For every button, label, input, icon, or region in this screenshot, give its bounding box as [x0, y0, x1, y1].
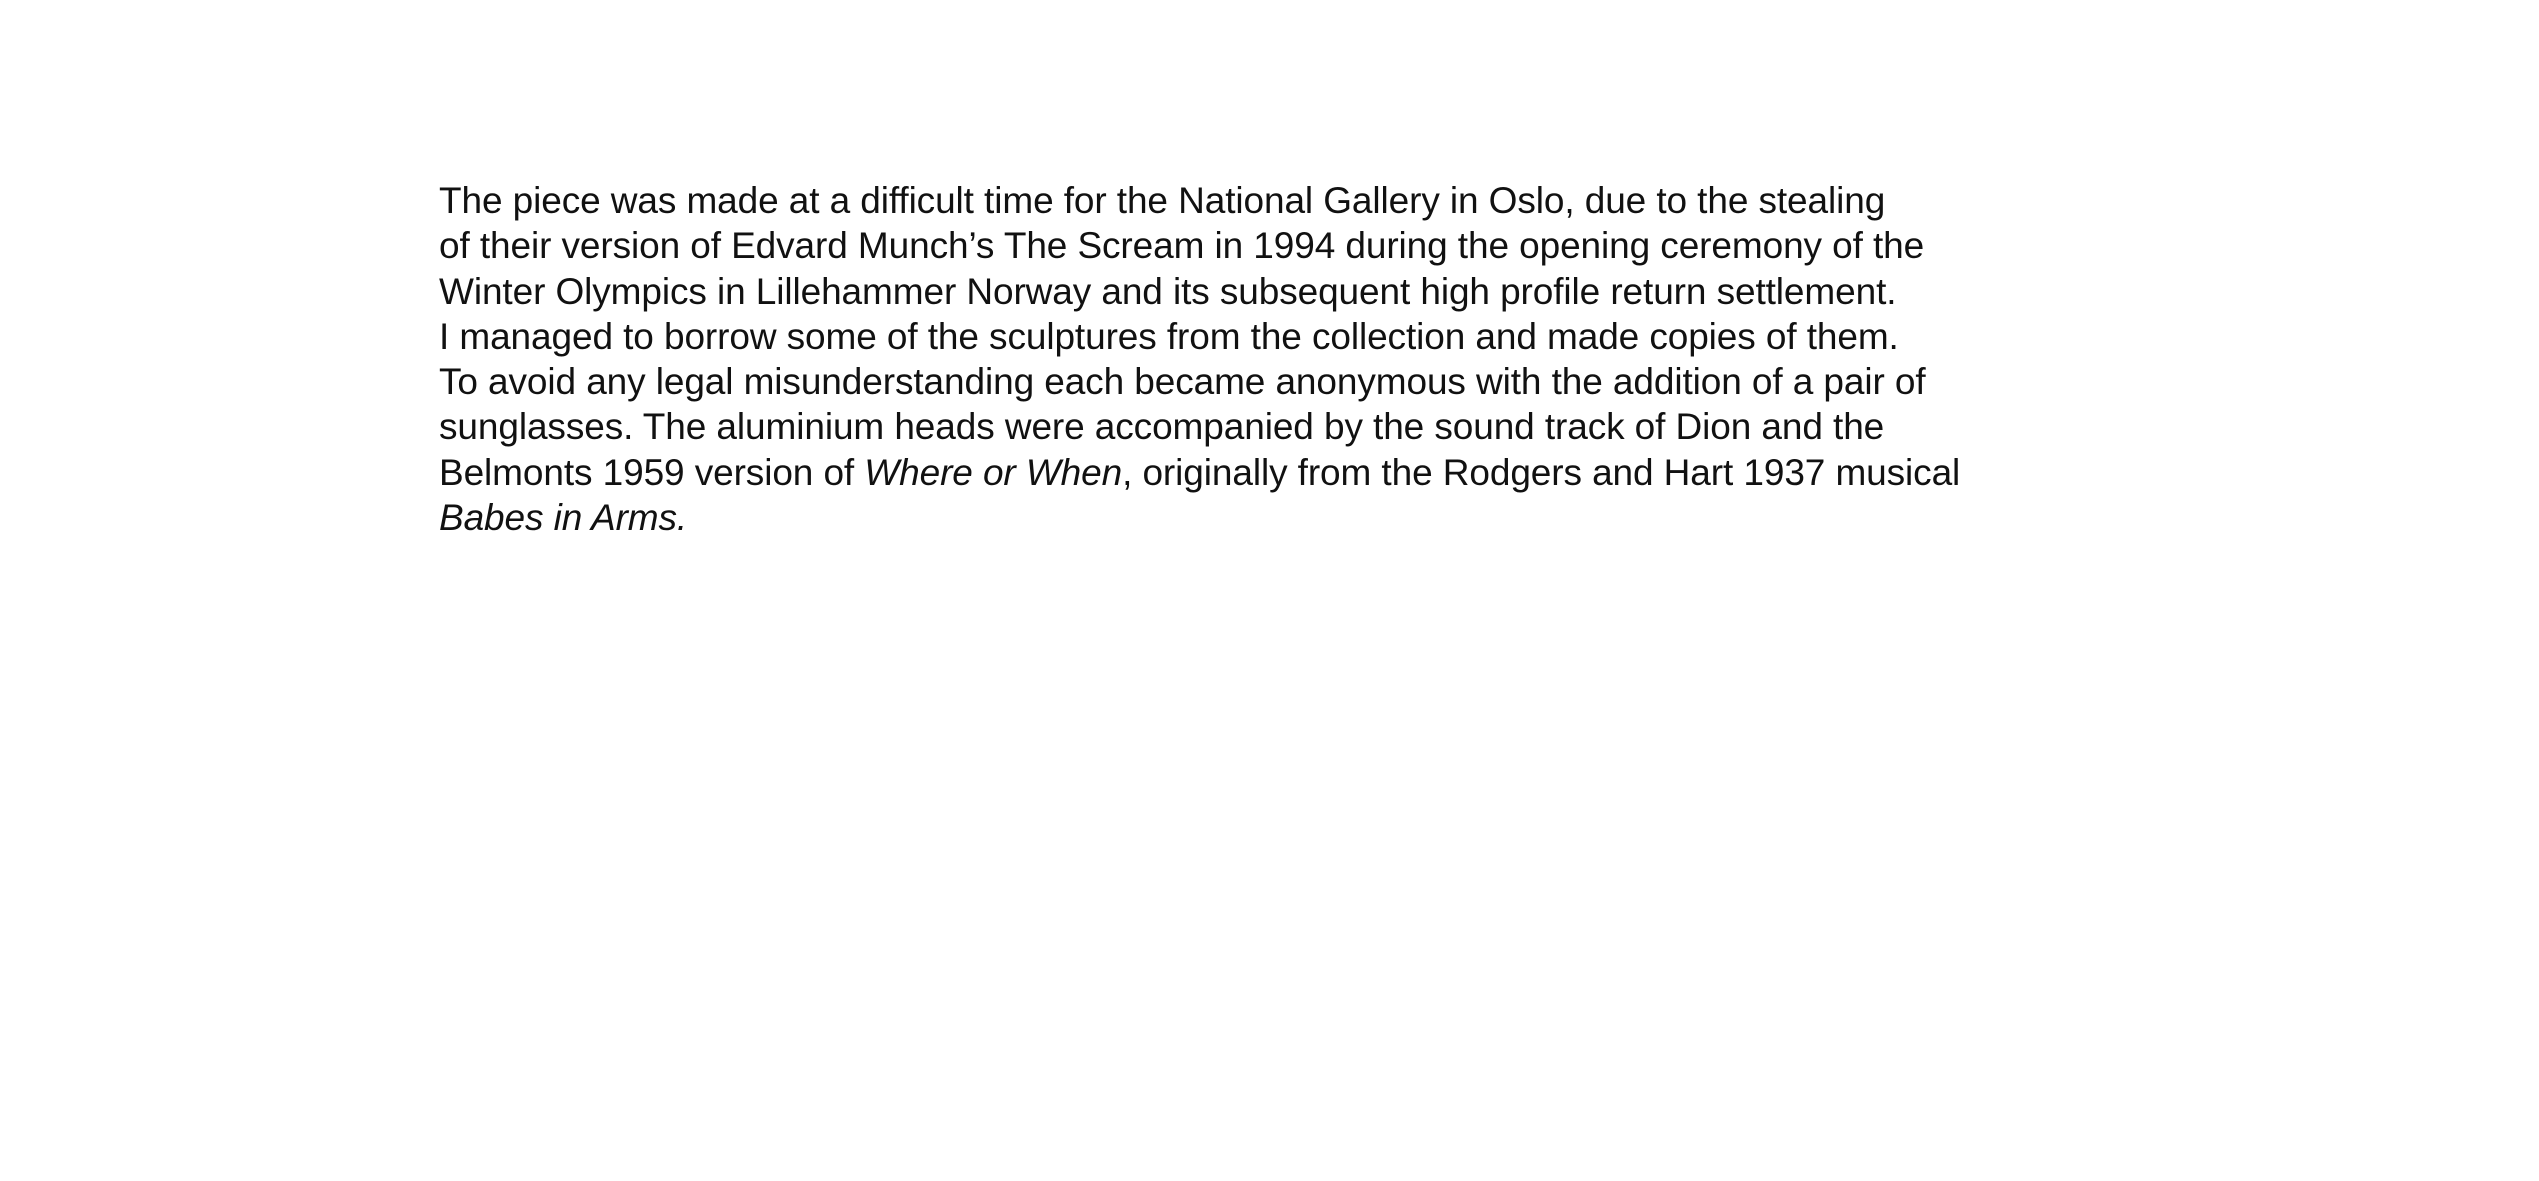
description-line-4: I managed to borrow some of the sculptures from the collection and made copies of them. [439, 315, 1899, 357]
description-line-1: The piece was made at a difficult time for the National Gallery in Oslo, due to the stealing [439, 180, 1886, 221]
line-7-text-after: , originally from the Rodgers and Hart 1937 musical [1122, 451, 1961, 493]
musical-title: Babes in Arms. [439, 497, 688, 539]
description-line-2: of their version of Edvard Munch’s The Scream in 1994 during the opening ceremony of the [439, 225, 1925, 267]
description-line-6: sunglasses. The aluminium heads were accompanied by the sound track of Dion and the [439, 406, 1885, 448]
description-line-3: Winter Olympics in Lillehammer Norway and its subsequent high profile return settlement. [439, 270, 1897, 312]
description-paragraph [439, 178, 2139, 540]
line-7-text-before: Belmonts 1959 version of [439, 451, 865, 493]
description-line-5: To avoid any legal misunderstanding each became anonymous with the addition of a pair of [439, 361, 1926, 403]
song-title: Where or When [864, 451, 1123, 493]
description-line-7 [439, 450, 2139, 495]
